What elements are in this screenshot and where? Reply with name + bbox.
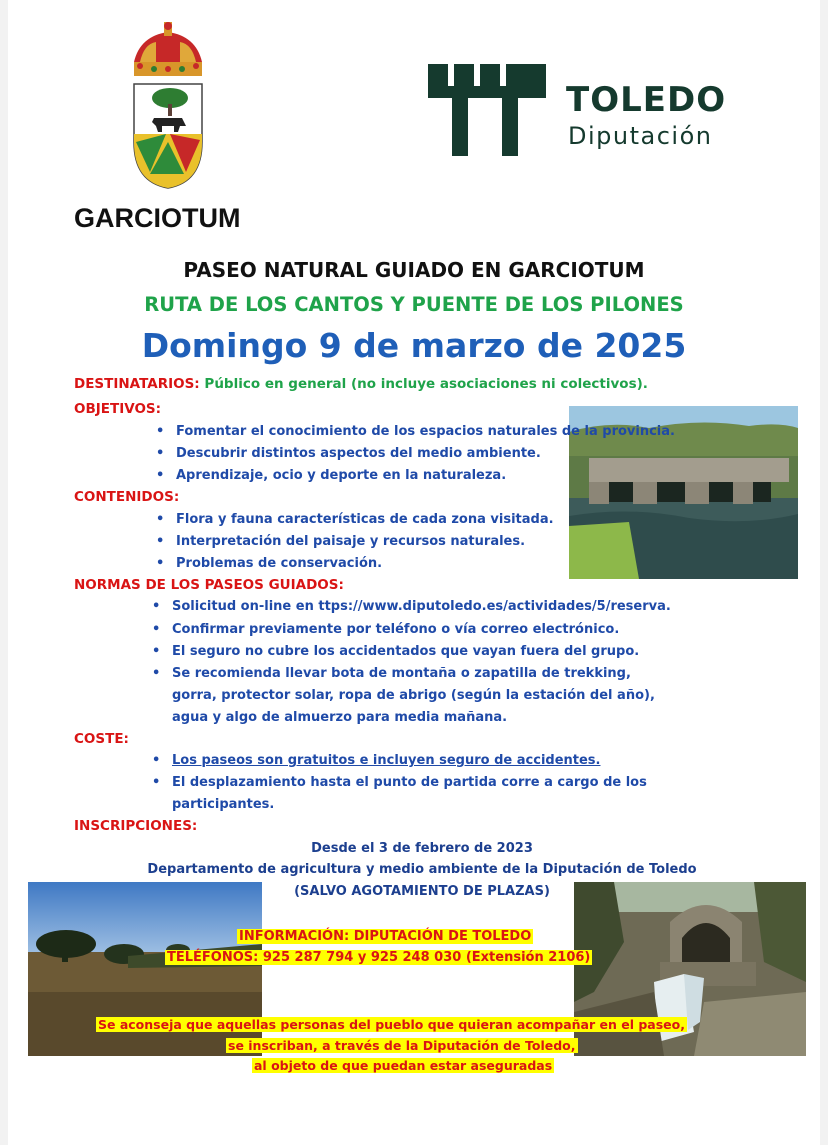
contenido-item: • Problemas de conservación. [156, 556, 383, 571]
aviso-line-2: se inscriban, a través de la Diputación de Toledo, [228, 1038, 576, 1053]
contenido-item: • Interpretación del paisaje y recursos naturales. [156, 534, 526, 549]
logo-sub: Diputación [568, 122, 713, 150]
contenidos-label: CONTENIDOS: [74, 489, 180, 505]
norma-item: • El seguro no cubre los accidentados que vayan fuera del grupo. [152, 644, 640, 659]
norma-item: • Confirmar previamente por teléfono o vía correo electrónico. [152, 622, 620, 637]
norma-item-continued: gorra, protector solar, ropa de abrigo (según la estación del año), [172, 688, 655, 703]
aviso-line-3: al objeto de que puedan estar aseguradas [254, 1058, 553, 1073]
inscripciones-date: Desde el 3 de febrero de 2023 [311, 841, 533, 856]
coste-label: COSTE: [74, 731, 129, 747]
normas-label: NORMAS DE LOS PASEOS GUIADOS: [74, 577, 344, 593]
aviso-line-1: Se aconseja que aquellas personas del pueblo que quieran acompañar en el paseo, [98, 1017, 685, 1032]
inscripciones-label: INSCRIPCIONES: [74, 818, 198, 834]
toledo-logo-icon [428, 64, 546, 160]
coste-item: • El desplazamiento hasta el punto de partida corre a cargo de los [152, 775, 647, 790]
coste-item: • Los paseos son gratuitos e incluyen seguro de accidentes. [152, 753, 601, 768]
inscripciones-availability: (SALVO AGOTAMIENTO DE PLAZAS) [294, 884, 550, 899]
coat-of-arms-icon [120, 22, 216, 190]
norma-item-continued: agua y algo de almuerzo para media mañana. [172, 710, 508, 725]
coste-item-continued: participantes. [172, 797, 275, 812]
objetivo-item: • Aprendizaje, ocio y deporte en la naturaleza. [156, 468, 507, 483]
informacion-title: INFORMACIÓN: DIPUTACIÓN DE TOLEDO [239, 929, 532, 944]
norma-item: • Se recomienda llevar bota de montaña o zapatilla de trekking, [152, 666, 631, 681]
route-title: RUTA DE LOS CANTOS Y PUENTE DE LOS PILONES [144, 293, 684, 316]
contenido-item: • Flora y fauna características de cada zona visitada. [156, 512, 554, 527]
municipality-name: GARCIOTUM [74, 203, 241, 233]
objetivo-item: • Descubrir distintos aspectos del medio ambiente. [156, 446, 541, 461]
date-title: Domingo 9 de marzo de 2025 [141, 326, 687, 365]
main-title: PASEO NATURAL GUIADO EN GARCIOTUM [183, 258, 645, 282]
inscripciones-department: Departamento de agricultura y medio ambiente de la Diputación de Toledo [147, 862, 697, 877]
destinatarios-label: DESTINATARIOS: [74, 376, 200, 392]
objetivo-item: • Fomentar el conocimiento de los espacios naturales de la provincia. [156, 424, 675, 439]
poster-page [8, 0, 820, 1145]
logo-name: TOLEDO [566, 80, 727, 120]
objetivos-label: OBJETIVOS: [74, 401, 162, 417]
destinatarios-section [74, 376, 648, 392]
informacion-phones: TELÉFONOS: 925 287 794 y 925 248 030 (Extensión 2106) [167, 950, 591, 965]
destinatarios-text: Público en general (no incluye asociaciones ni colectivos). [199, 376, 648, 392]
norma-item: • Solicitud on-line en ttps://www.diputoledo.es/actividades/5/reserva. [152, 599, 671, 614]
